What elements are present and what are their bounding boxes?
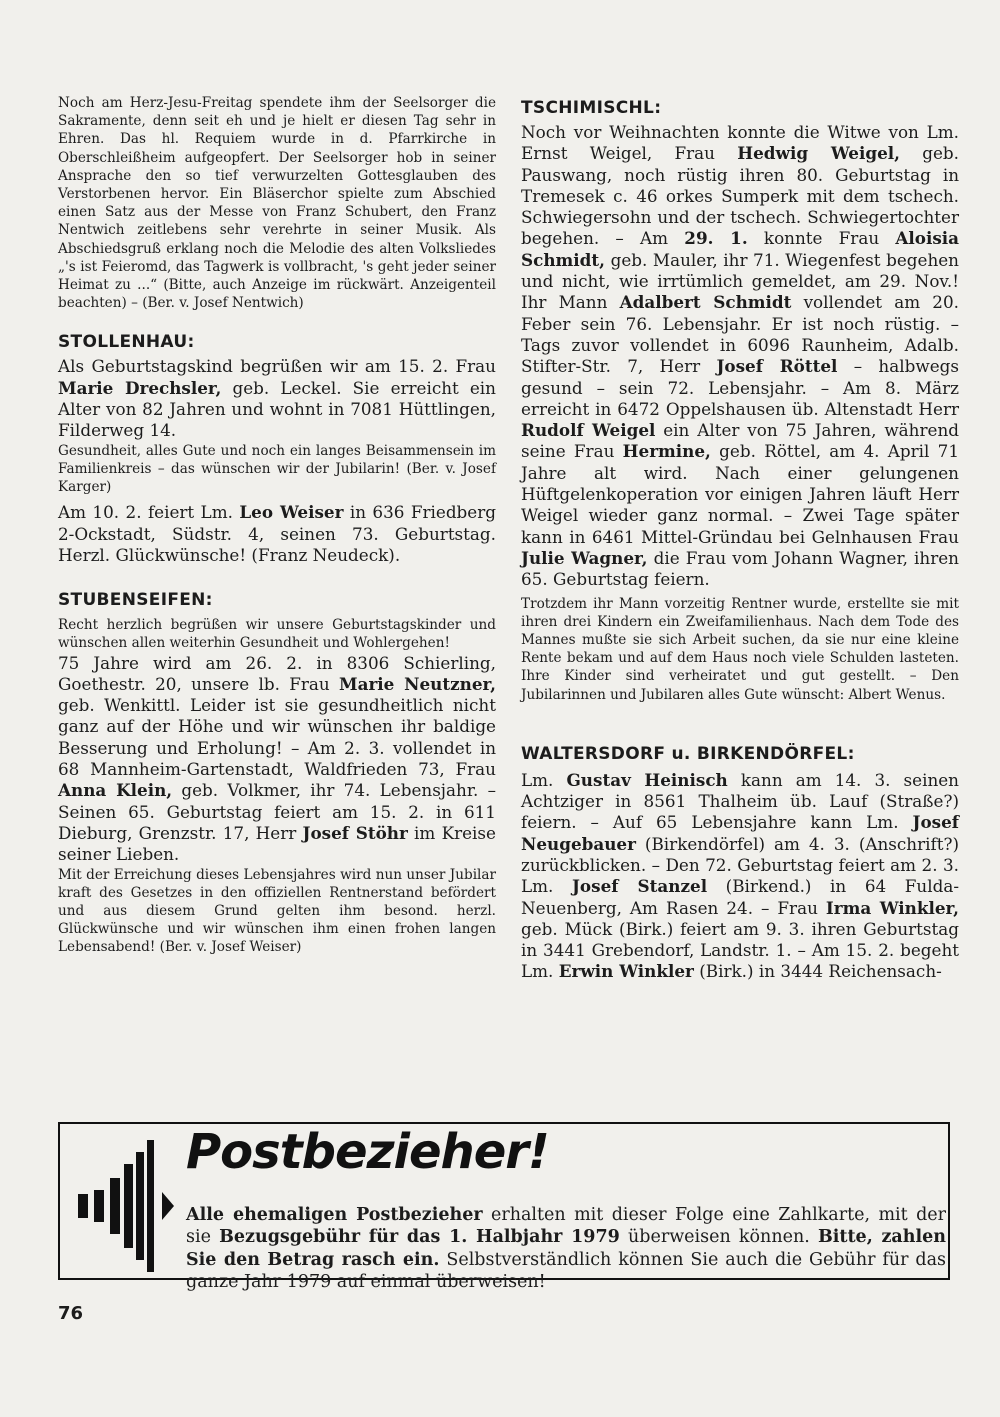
notice-text: Alle ehemaligen Postbezieher erhalten mit dieser Folge eine Zahlkarte, mit der sie Bezugsgebühr für das 1. Halbjahr 1979 überweisen können. Bitte, zahlen Sie den Betrag rasch ein. Selbstverständlich können Sie auch die Gebühr für das ganze Jahr 1979 auf einmal überweisen! — [186, 1205, 947, 1293]
notice-title: Postbezieher! — [186, 1124, 549, 1180]
stubenseifen-paragraph-2: 75 Jahre wird am 26. 2. in 8306 Schierling, Goethestr. 20, unsere lb. Frau Marie Neutzner, geb. Wenkittl. Leider ist sie gesundheitlich nicht ganz auf der Höhe und wir wünschen ihr baldige Besserung und Erholung! – Am 2. 3. vollendet in 68 Mannheim-Gartenstadt, Waldfrieden 73, Frau Anna Klein, geb. Volkmer, ihr 74. Lebensjahr. – Seinen 65. Geburtstag feiert am 15. 2. in 611 Dieburg, Grenzstr. 17, Herr Josef Stöhr im Kreise seiner Lieben. — [58, 652, 496, 865]
stubenseifen-paragraph-3: Mit der Erreichung dieses Lebensjahres wird nun unser Jubilar kraft des Gesetzes in den offiziellen Rentnerstand befördert und aus diesem Grund gelten ihm besond. herzl. Glückwünsche und wir wünschen ihm einen frohen langen Lebensabend! (Ber. v. Josef Weiser) — [58, 866, 496, 956]
stollenhau-paragraph-3: Am 10. 2. feiert Lm. Leo Weiser in 636 Friedberg 2-Ockstadt, Südstr. 4, seinen 73. Geburtstag. Herzl. Glückwünsche! (Franz Neudeck). — [58, 502, 496, 565]
page-number: 76 — [58, 1303, 84, 1324]
section-heading-stubenseifen: STUBENSEIFEN: — [58, 590, 213, 611]
postal-horn-arrow-icon — [70, 1134, 175, 1274]
tschimischl-paragraph-1: Noch vor Weihnachten konnte die Witwe von Lm. Ernst Weigel, Frau Hedwig Weigel, geb. Pauswang, noch rüstig ihren 80. Geburtstag in Tremesek c. 46 orkes Sumperk mit dem tschech. Schwiegersohn und der tschech. Schwiegertochter begehen. – Am 29. 1. konnte Frau Aloisia Schmidt, geb. Mauler, ihr 71. Wiegenfest begehen und nicht, wie irrtümlich gemeldet, am 29. Nov.! Ihr Mann Adalbert Schmidt vollendet am 20. Feber sein 76. Lebensjahr. Er ist noch rüstig. – Tags zuvor vollendet in 6096 Raunheim, Adalb. Stifter-Str. 7, Herr Josef Röttel – halbwegs gesund – sein 72. Lebensjahr. – Am 8. März erreicht in 6472 Oppelshausen üb. Altenstadt Herr Rudolf Weigel ein Alter von 75 Jahren, während seine Frau Hermine, geb. Röttel, am 4. April 71 Jahre alt wird. Nach einer gelungenen Hüftgelenkoperation vor einigen Jahren läuft Herr Weigel wieder ganz normal. – Zwei Tage später kann in 6461 Mittel-Gründau bei Gelnhausen Frau Julie Wagner, die Frau vom Johann Wagner, ihren 65. Geburtstag feiern. — [521, 122, 960, 590]
section-heading-waltersdorf: WALTERSDORF u. BIRKENDÖRFEL: — [521, 743, 855, 764]
section-heading-tschimischl: TSCHIMISCHL: — [521, 98, 662, 118]
right-column — [521, 94, 959, 983]
postbezieher-notice-box — [58, 1122, 950, 1293]
section-heading-stollenhau: STOLLENHAU: — [58, 332, 195, 353]
stollenhau-paragraph-2: Gesundheit, alles Gute und noch ein langes Beisammensein im Familienkreis – das wünschen wir der Jubilarin! (Ber. v. Josef Karger) — [58, 442, 496, 496]
stubenseifen-paragraph-1: Recht herzlich begrüßen wir unsere Geburtstagskinder und wünschen allen weiterhin Gesundheit und Wohlergehen! — [58, 617, 496, 652]
intro-paragraph: Noch am Herz-Jesu-Freitag spendete ihm der Seelsorger die Sakramente, denn seit eh und je hielt er diesen Tag sehr in Ehren. Das hl. Requiem wurde in d. Pfarrkirche in Oberschleißheim aufgeopfert. Der Seelsorger hob in seiner Ansprache den so tief verwurzelten Gottesglauben des Verstorbenen hervor. Ein Bläserchor spielte zum Abschied einen Satz aus der Messe von Franz Schubert, den Franz Nentwich zeitlebens sehr verehrte in seiner Musik. Als Abschiedsgruß erklang noch die Melodie des alten Volksliedes „'s ist Feieromd, das Tagwerk is vollbracht, 's geht jeder seiner Heimat zu ...“ (Bitte, auch Anzeige im rückwärt. Anzeigenteil beachten) – (Ber. v. Josef Nentwich) — [58, 95, 496, 312]
left-column — [58, 94, 496, 957]
waltersdorf-paragraph-1: Lm. Gustav Heinisch kann am 14. 3. seinen Achtziger in 8561 Thalheim üb. Lauf (Straße?) feiern. – Auf 65 Lebensjahre kann Lm. Josef Neugebauer (Birkendörfel) am 4. 3. (Anschrift?) zurückblicken. – Den 72. Geburtstag feiert am 2. 3. Lm. Josef Stanzel (Birkend.) in 64 Fulda-Neuenberg, Am Rasen 24. – Frau Irma Winkler, geb. Mück (Birk.) feiert am 9. 3. ihren Geburtstag in 3441 Grebendorf, Landstr. 1. – Am 15. 2. begeht Lm. Erwin Winkler (Birk.) in 3444 Reichensach- — [521, 769, 960, 982]
stollenhau-paragraph-1: Als Geburtstagskind begrüßen wir am 15. 2. Frau Marie Drechsler, geb. Leckel. Sie erreicht ein Alter von 82 Jahren und wohnt in 7081 Hüttlingen, Filderweg 14. — [58, 356, 496, 441]
tschimischl-paragraph-2: Trotzdem ihr Mann vorzeitig Rentner wurde, erstellte sie mit ihren drei Kindern ein Zweifamilienhaus. Nach dem Tode des Mannes mußte sie sich Arbeit suchen, da sie nur eine kleine Rente bekam und auf dem Haus noch viele Schulden lasteten. Ihre Kinder sind verheiratet und gut gestellt. – Den Jubilarinnen und Jubilaren alles Gute wünscht: Albert Wenus. — [521, 595, 959, 703]
